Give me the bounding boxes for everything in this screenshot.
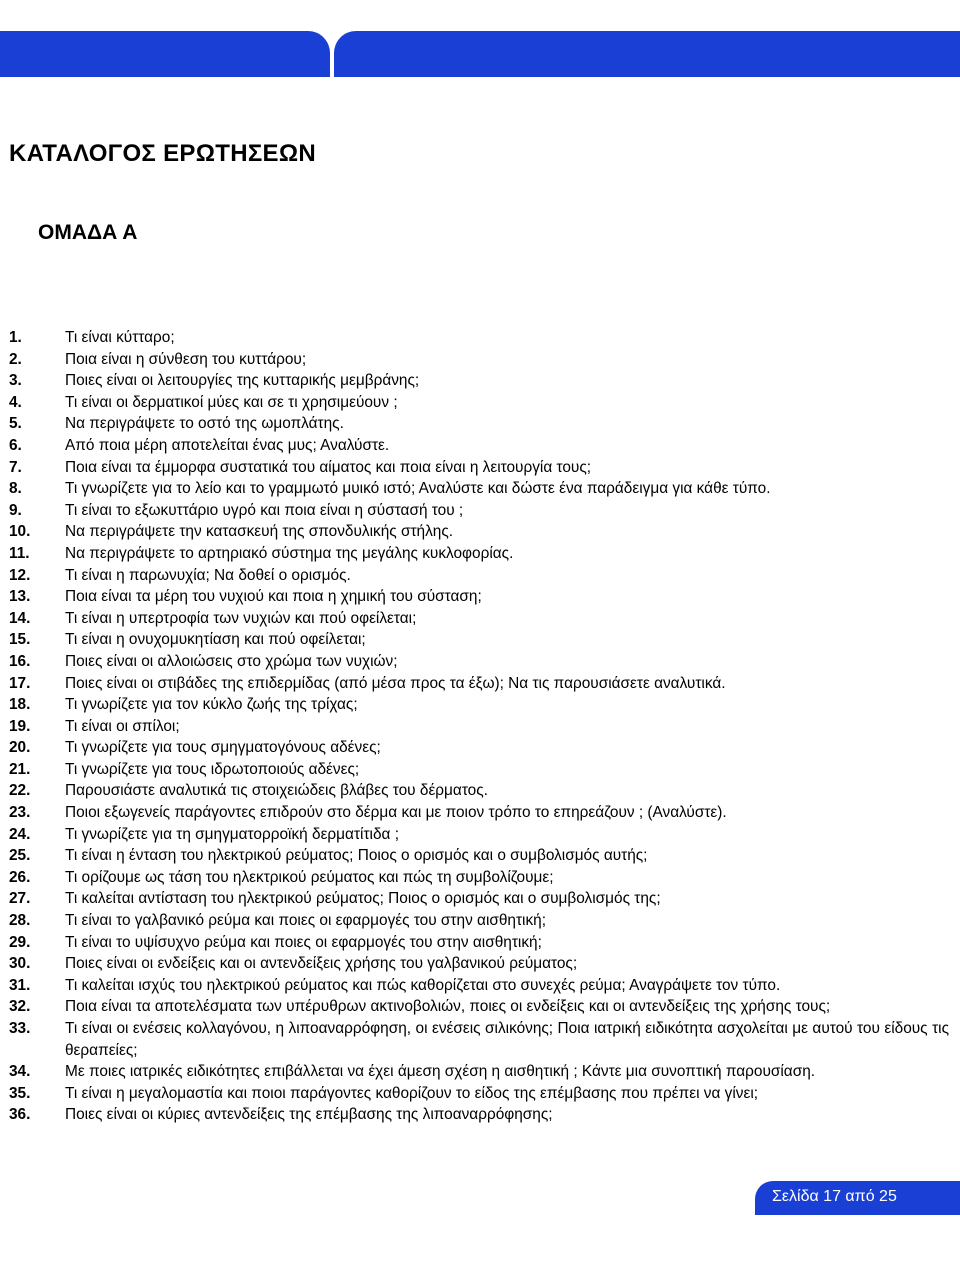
- question-item: [9, 586, 949, 608]
- question-text: Τι είναι η ένταση του ηλεκτρικού ρεύματος; Ποιος ο ορισμός και ο συμβολισμός αυτής;: [65, 847, 648, 865]
- question-item: [9, 759, 949, 781]
- question-item: [9, 1083, 949, 1105]
- question-text: Με ποιες ιατρικές ειδικότητες επιβάλλεται να έχει άμεση σχέση η αισθητική ; Κάντε μια συνοπτική παρουσίαση.: [65, 1063, 816, 1081]
- question-number: 36.: [9, 1106, 31, 1124]
- question-number: 12.: [9, 566, 31, 584]
- question-number: 16.: [9, 652, 31, 670]
- question-item: [9, 867, 949, 889]
- question-item: [9, 629, 949, 651]
- question-text: Από ποια μέρη αποτελείται ένας μυς; Αναλύστε.: [65, 436, 390, 454]
- question-text: Τι είναι οι σπίλοι;: [65, 717, 180, 735]
- question-text: Ποια είναι τα έμμορφα συστατικά του αίματος και ποια είναι η λειτουργία τους;: [65, 458, 592, 476]
- question-number: 10.: [9, 523, 31, 541]
- question-item: [9, 824, 949, 846]
- question-number: 32.: [9, 998, 31, 1016]
- question-text: Τι είναι το εξωκυττάριο υγρό και ποια είναι η σύστασή του ;: [65, 501, 464, 519]
- question-item: [9, 478, 949, 500]
- page-number: Σελίδα 17 από 25: [772, 1188, 897, 1205]
- question-item: [9, 673, 949, 695]
- question-item: [9, 413, 949, 435]
- question-item: [9, 737, 949, 759]
- question-text: Ποια είναι τα αποτελέσματα των υπέρυθρων ακτινοβολιών, ποιες οι ενδείξεις και οι αντενδείξεις της χρήσης τους;: [65, 998, 831, 1016]
- question-item: [9, 1104, 949, 1126]
- question-text: Τι είναι το γαλβανικό ρεύμα και ποιες οι εφαρμογές του στην αισθητική;: [65, 912, 547, 930]
- question-number: 24.: [9, 825, 31, 843]
- header-right-panel: [334, 31, 960, 77]
- group-title: ΟΜΑΔΑ Α: [38, 221, 138, 244]
- question-item: [9, 327, 949, 349]
- question-text: Ποιοι εξωγενείς παράγοντες επιδρούν στο δέρμα και με ποιον τρόπο το επηρεάζουν ; (Αναλύστε).: [65, 804, 727, 822]
- question-text: Τι είναι η ονυχομυκητίαση και πού οφείλεται;: [65, 631, 366, 649]
- question-item: [9, 996, 949, 1018]
- question-text: Τι είναι η μεγαλομαστία και ποιοι παράγοντες καθορίζουν το είδος της επέμβασης που πρέπει να γίνει;: [65, 1084, 759, 1102]
- question-item: [9, 392, 949, 414]
- catalog-title: ΚΑΤΑΛΟΓΟΣ ΕΡΩΤΗΣΕΩΝ: [9, 140, 317, 167]
- question-number: 27.: [9, 890, 31, 908]
- question-number: 6.: [9, 436, 22, 454]
- question-text: Τι είναι οι ενέσεις κολλαγόνου, η λιποαναρρόφηση, οι ενέσεις σιλικόνης; Ποια ιατρική ειδικότητα ασχολείται με αυτού του είδους τις θεραπείες;: [65, 1020, 949, 1059]
- question-text: Ποιες είναι οι κύριες αντενδείξεις της επέμβασης της λιποαναρρόφησης;: [65, 1106, 553, 1124]
- question-text: Τι γνωρίζετε για το λείο και το γραμμωτό μυικό ιστό; Αναλύστε και δώστε ένα παράδειγμα για κάθε τύπο.: [65, 480, 771, 498]
- question-number: 23.: [9, 804, 31, 822]
- question-number: 18.: [9, 696, 31, 714]
- question-number: 34.: [9, 1063, 31, 1081]
- question-item: [9, 457, 949, 479]
- question-text: Τι γνωρίζετε για τη σμηγματορροϊκή δερματίτιδα ;: [65, 825, 399, 843]
- question-number: 7.: [9, 458, 22, 476]
- question-text: Τι γνωρίζετε για τους ιδρωτοποιούς αδένες;: [65, 760, 360, 778]
- question-item: [9, 975, 949, 997]
- question-text: Τι γνωρίζετε για τους σμηγματογόνους αδένες;: [65, 739, 381, 757]
- question-text: Τι είναι οι δερματικοί μύες και σε τι χρησιμεύουν ;: [65, 393, 398, 411]
- question-text: Τι είναι κύτταρο;: [65, 329, 175, 346]
- question-text: Παρουσιάστε αναλυτικά τις στοιχειώδεις βλάβες του δέρματος.: [65, 782, 488, 800]
- question-text: Τι είναι η υπερτροφία των νυχιών και πού οφείλεται;: [65, 609, 417, 627]
- question-item: [9, 521, 949, 543]
- question-item: [9, 435, 949, 457]
- question-number: 31.: [9, 976, 31, 994]
- question-text: Ποια είναι η σύνθεση του κυττάρου;: [65, 350, 307, 368]
- question-item: [9, 694, 949, 716]
- question-item: [9, 716, 949, 738]
- question-text: Τι είναι το υψίσυχνο ρεύμα και ποιες οι εφαρμογές του στην αισθητική;: [65, 933, 542, 951]
- question-item: [9, 888, 949, 910]
- question-text: Να περιγράψετε την κατασκευή της σπονδυλικής στήλης.: [65, 523, 454, 541]
- header-bar: [0, 31, 960, 77]
- question-item: [9, 565, 949, 587]
- question-number: 30.: [9, 955, 31, 973]
- question-number: 11.: [9, 544, 30, 562]
- question-item: [9, 802, 949, 824]
- question-number: 3.: [9, 372, 22, 390]
- header-left-panel: [0, 31, 330, 77]
- question-number: 5.: [9, 415, 22, 433]
- question-number: 4.: [9, 393, 22, 411]
- question-list: [9, 327, 949, 1126]
- header-org-name: Ε.Ο.Π.Π.Ε.Π.: [11, 16, 109, 33]
- question-number: 19.: [9, 717, 31, 735]
- question-number: 14.: [9, 609, 31, 627]
- question-item: [9, 910, 949, 932]
- question-number: 26.: [9, 868, 31, 886]
- question-item: [9, 651, 949, 673]
- question-number: 28.: [9, 912, 31, 930]
- question-item: [9, 349, 949, 371]
- question-text: Ποια είναι τα μέρη του νυχιού και ποια η χημική του σύσταση;: [65, 588, 482, 606]
- question-text: Ποιες είναι οι στιβάδες της επιδερμίδας (από μέσα προς τα έξω); Να τις παρουσιάσετε αναλυτικά.: [65, 674, 726, 692]
- question-item: [9, 780, 949, 802]
- question-text: Τι καλείται αντίσταση του ηλεκτρικού ρεύματος; Ποιος ο ορισμός και ο συμβολισμός της;: [65, 890, 661, 908]
- question-text: Τι καλείται ισχύς του ηλεκτρικού ρεύματος και πώς καθορίζεται στο συνεχές ρεύμα; Αναγράψετε τον τύπο.: [65, 976, 781, 994]
- question-item: [9, 1061, 949, 1083]
- question-number: 13.: [9, 588, 31, 606]
- question-number: 1.: [9, 329, 22, 346]
- question-item: [9, 1018, 949, 1061]
- question-number: 29.: [9, 933, 31, 951]
- question-number: 35.: [9, 1084, 31, 1102]
- question-text: Τι ορίζουμε ως τάση του ηλεκτρικού ρεύματος και πώς τη συμβολίζουμε;: [65, 868, 554, 886]
- question-number: 2.: [9, 350, 22, 368]
- question-text: Ποιες είναι οι αλλοιώσεις στο χρώμα των νυχιών;: [65, 652, 398, 670]
- question-number: 33.: [9, 1020, 31, 1037]
- question-item: [9, 932, 949, 954]
- question-number: 20.: [9, 739, 31, 757]
- header-document-title: ΕΙΔΙΚΟΣ ΕΦΑΡΜΟΓΩΝ ΑΙΣΘΗΤΙΚΗΣ: [362, 14, 656, 33]
- question-number: 9.: [9, 501, 22, 519]
- question-number: 8.: [9, 480, 22, 498]
- question-number: 25.: [9, 847, 31, 865]
- question-item: [9, 543, 949, 565]
- question-item: [9, 500, 949, 522]
- question-item: [9, 608, 949, 630]
- question-text: Ποιες είναι οι ενδείξεις και οι αντενδείξεις χρήσης του γαλβανικού ρεύματος;: [65, 955, 578, 973]
- question-number: 15.: [9, 631, 31, 649]
- question-text: Τι γνωρίζετε για τον κύκλο ζωής της τρίχας;: [65, 696, 358, 714]
- question-text: Τι είναι η παρωνυχία; Να δοθεί ο ορισμός.: [65, 566, 351, 584]
- question-text: Ποιες είναι οι λειτουργίες της κυτταρικής μεμβράνης;: [65, 372, 420, 390]
- question-number: 21.: [9, 760, 31, 778]
- question-number: 22.: [9, 782, 31, 800]
- question-item: [9, 953, 949, 975]
- question-number: 17.: [9, 674, 31, 692]
- question-text: Να περιγράψετε το αρτηριακό σύστημα της μεγάλης κυκλοφορίας.: [65, 544, 514, 562]
- question-item: [9, 370, 949, 392]
- question-text: Να περιγράψετε το οστό της ωμοπλάτης.: [65, 415, 344, 433]
- question-item: [9, 845, 949, 867]
